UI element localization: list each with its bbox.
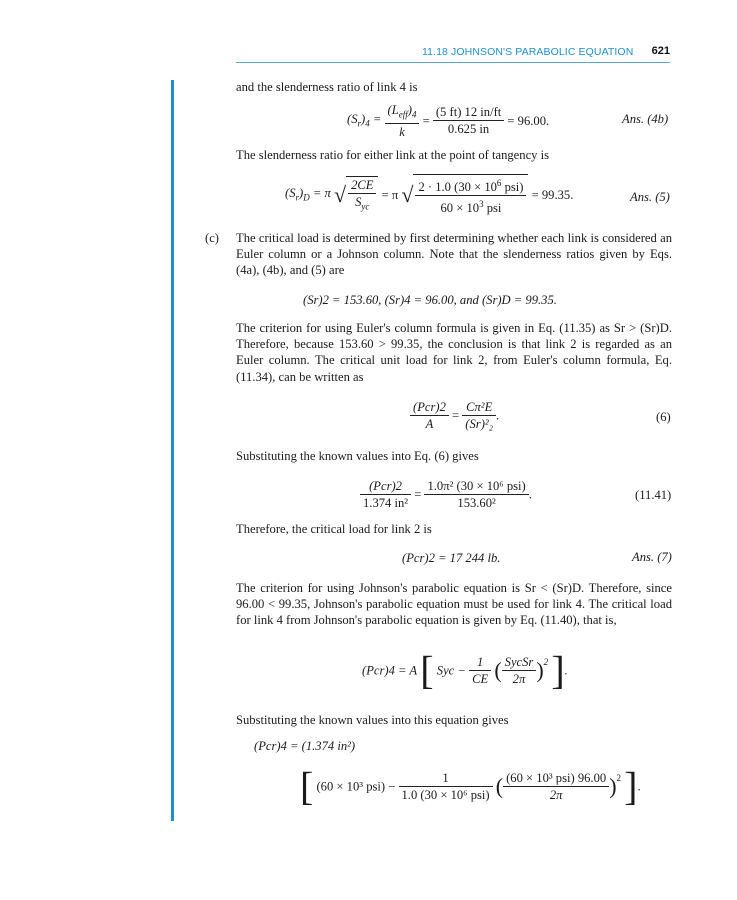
eqf-den2: 2π (549, 788, 563, 802)
eq4b-den: 0.625 in (447, 122, 490, 137)
header-title: 11.18 JOHNSON'S PARABOLIC EQUATION (422, 46, 634, 58)
equation-final-line2: [ (60 × 10³ psi) − $\frac{1}{\text{1.0 (30 × 10⁶ psi)}}$ ( $\frac{\text{(60 × 10³ psi) 96.00}}{2\pi}$ )$^2$ ]. (300, 763, 641, 809)
paragraph-8: Substituting the known values into this equation gives (236, 713, 509, 727)
eq6-number: (6) (656, 410, 671, 424)
equation-4b: $(S_r)_4$ = $\frac{(L_{eff})_4}{k}$ = $\frac{(5 ft) 12 in/ft}{0.625 in}$ = 96.00. (347, 103, 550, 139)
eq1141-num1: (Pcr)2 (360, 478, 411, 495)
item-c-label: (c) (205, 231, 219, 245)
equation-7: (Pcr)2 = 17 244 lb. (402, 551, 501, 565)
eqj-den1: CE (472, 672, 489, 686)
paragraph-3: The critical load is determined by first determining whether each link is considered an Euler column or a Johnson column. Note that the slenderness ratios given by Eqs. (4a), (4b), and (5) are (236, 231, 672, 278)
equation-5: $(S_r)_D = \pi$ √ $\frac{2CE}{S_{yc}}$ = π √ $\frac{2 \cdot 1.0 (30 \times 10^6 psi)}{60 \times 10^3 psi}$ = 99.35. (285, 174, 573, 216)
eqf-num1: 1 (399, 770, 493, 787)
eqf-a: (60 × 10³ psi) − (316, 779, 396, 794)
paragraph-5: Substituting the known values into Eq. (6) gives (236, 449, 479, 463)
eq1141-den1: 1.374 in² (363, 496, 409, 510)
eqj-sup: 2 (543, 657, 549, 667)
eq6-den1: A (425, 417, 434, 431)
eq6-num1: (Pcr)2 (410, 399, 449, 416)
eqj-num2: SycSr (502, 654, 537, 671)
eq6-num2: Cπ²E (462, 399, 496, 416)
eq5-result: = 99.35. (531, 188, 574, 203)
answer-4b: Ans. (4b) (622, 112, 669, 126)
running-header (236, 42, 670, 63)
eqj-num1: 1 (469, 654, 491, 671)
eqj-syc: Syc − (436, 663, 466, 678)
paragraph-4: The criterion for using Euler's column formula is given in Eq. (11.35) as Sr > (Sr)D. Therefore, because 153.60 > 99.35, the conclusion is that link 2 is regarded as an Euler column. The critical unit load for link 2, from Euler's column formula, Eq. (11.34), can be written as (236, 321, 672, 384)
eqf-num2: (60 × 10³ psi) 96.00 (503, 770, 609, 787)
slenderness-list: (Sr)2 = 153.60, (Sr)4 = 96.00, and (Sr)D = 99.35. (303, 293, 557, 307)
eqj-lhs: (Pcr)4 = A (362, 663, 418, 678)
eqj-den2: 2π (512, 672, 526, 686)
paragraph-2: The slenderness ratio for either link at the point of tangency is (236, 148, 549, 162)
equation-johnson: (Pcr)4 = A [ Syc − $\frac{1}{CE}$ ( $\frac{\text{SycSr}}{2\pi}$ )$^2$ ]. (362, 647, 568, 693)
page-number: 621 (651, 45, 670, 57)
eq1141-den2: 153.60² (457, 496, 496, 510)
eq4b-num: (5 ft) 12 in/ft (433, 104, 504, 121)
margin-bar (171, 80, 174, 821)
eqf-den1: 1.0 (30 × 10⁶ psi) (401, 788, 490, 802)
eq6-den2: (Sr)²₂ (465, 417, 494, 431)
eq1141-num2: 1.0π² (30 × 10⁶ psi) (424, 478, 528, 495)
equation-6: $\frac{\text{(Pcr)2}}{A}$ = $\frac{\text{Cπ²E}}{\text{(Sr)²₂}}$ . (410, 399, 499, 432)
answer-5: Ans. (5) (630, 190, 670, 204)
eq1141-number: (11.41) (635, 488, 672, 502)
answer-7: Ans. (7) (632, 550, 672, 564)
eq4b-result: = 96.00. (507, 113, 550, 128)
equation-final-line1: (Pcr)4 = (1.374 in²) (254, 739, 356, 753)
paragraph-1: and the slenderness ratio of link 4 is (236, 80, 418, 94)
paragraph-7: The criterion for using Johnson's parabolic equation is Sr < (Sr)D. Therefore, since 96.00 < 99.35, Johnson's parabolic equation must be used for link 4. The critical load for link 4 from Johnson's parabolic equation is given by Eq. (11.40), that is, (236, 581, 672, 628)
paragraph-6: Therefore, the critical load for link 2 is (236, 522, 432, 536)
eqf-sup: 2 (616, 773, 622, 783)
equation-11-41: $\frac{\text{(Pcr)2}}{\text{1.374 in²}}$ = $\frac{\text{1.0π² (30 × 10⁶ psi)}}{\text{153.60²}}$ . (360, 478, 532, 511)
